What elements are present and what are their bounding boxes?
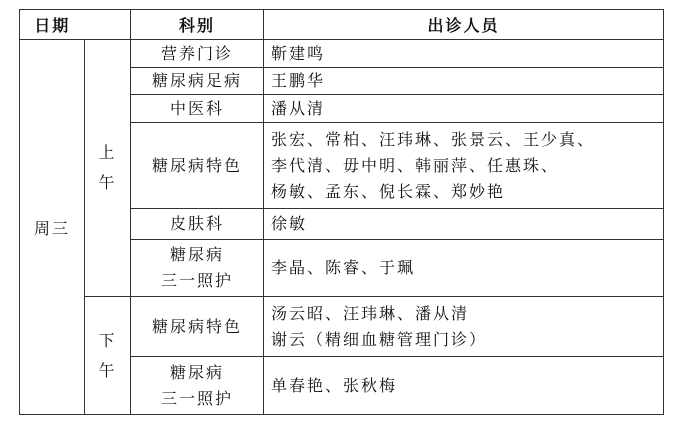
- staff-cell: [264, 68, 664, 95]
- department-text: 三一照护: [160, 388, 233, 408]
- header-blank: [85, 10, 131, 40]
- table-row: [20, 40, 664, 68]
- table-row: [20, 297, 664, 357]
- morning-label: [85, 40, 131, 297]
- department-text: 糖尿病足病: [151, 71, 242, 90]
- department-cell: [131, 40, 264, 68]
- staff-text: 张宏、常柏、汪玮琳、张景云、王少真、: [271, 129, 596, 149]
- header-row: [20, 10, 664, 40]
- staff-text: 单春艳、张秋梅: [271, 375, 398, 395]
- afternoon-label-line: 下: [98, 330, 117, 350]
- staff-text: 潘从清: [271, 98, 326, 118]
- staff-text: 杨敏、孟东、倪长霖、郑妙艳: [271, 181, 506, 201]
- department-text: 营养门诊: [160, 43, 233, 63]
- staff-text: 李代清、毋中明、韩丽萍、任惠珠、: [271, 155, 560, 175]
- morning-label-line: 上: [98, 143, 117, 162]
- department-text: 中医科: [169, 98, 224, 118]
- department-text: 三一照护: [160, 271, 233, 290]
- staff-text: 徐敏: [271, 214, 308, 233]
- department-cell: [131, 357, 264, 415]
- staff-cell: [264, 357, 664, 415]
- department-cell: [131, 95, 264, 123]
- header-date: 日期: [20, 10, 85, 40]
- staff-text: 谢云（精细血糖管理门诊）: [271, 329, 488, 349]
- schedule-table: [19, 9, 664, 415]
- department-text: 皮肤科: [169, 214, 224, 233]
- staff-cell: [264, 209, 664, 240]
- staff-text: 李晶、陈睿、于珮: [271, 258, 416, 277]
- department-text: 糖尿病特色: [151, 155, 242, 175]
- department-cell: [131, 209, 264, 240]
- staff-cell: [264, 40, 664, 68]
- staff-cell: [264, 95, 664, 123]
- department-text: 糖尿病: [169, 245, 224, 264]
- staff-cell: [264, 240, 664, 297]
- header-staff: 出诊人员: [264, 10, 664, 40]
- department-cell: [131, 123, 264, 209]
- afternoon-label: [85, 297, 131, 415]
- day-cell: 周三: [20, 40, 85, 415]
- department-cell: [131, 240, 264, 297]
- department-text: 糖尿病特色: [151, 316, 242, 336]
- department-cell: [131, 297, 264, 357]
- department-cell: [131, 68, 264, 95]
- staff-text: 王鹏华: [271, 71, 326, 90]
- morning-label-line: 午: [98, 173, 117, 192]
- afternoon-label-line: 午: [98, 360, 117, 380]
- department-text: 糖尿病: [169, 362, 224, 382]
- staff-cell: [264, 297, 664, 357]
- staff-text: 靳建鸣: [271, 43, 326, 63]
- staff-cell: [264, 123, 664, 209]
- header-department: 科别: [131, 10, 264, 40]
- staff-text: 汤云昭、汪玮琳、潘从清: [271, 303, 470, 323]
